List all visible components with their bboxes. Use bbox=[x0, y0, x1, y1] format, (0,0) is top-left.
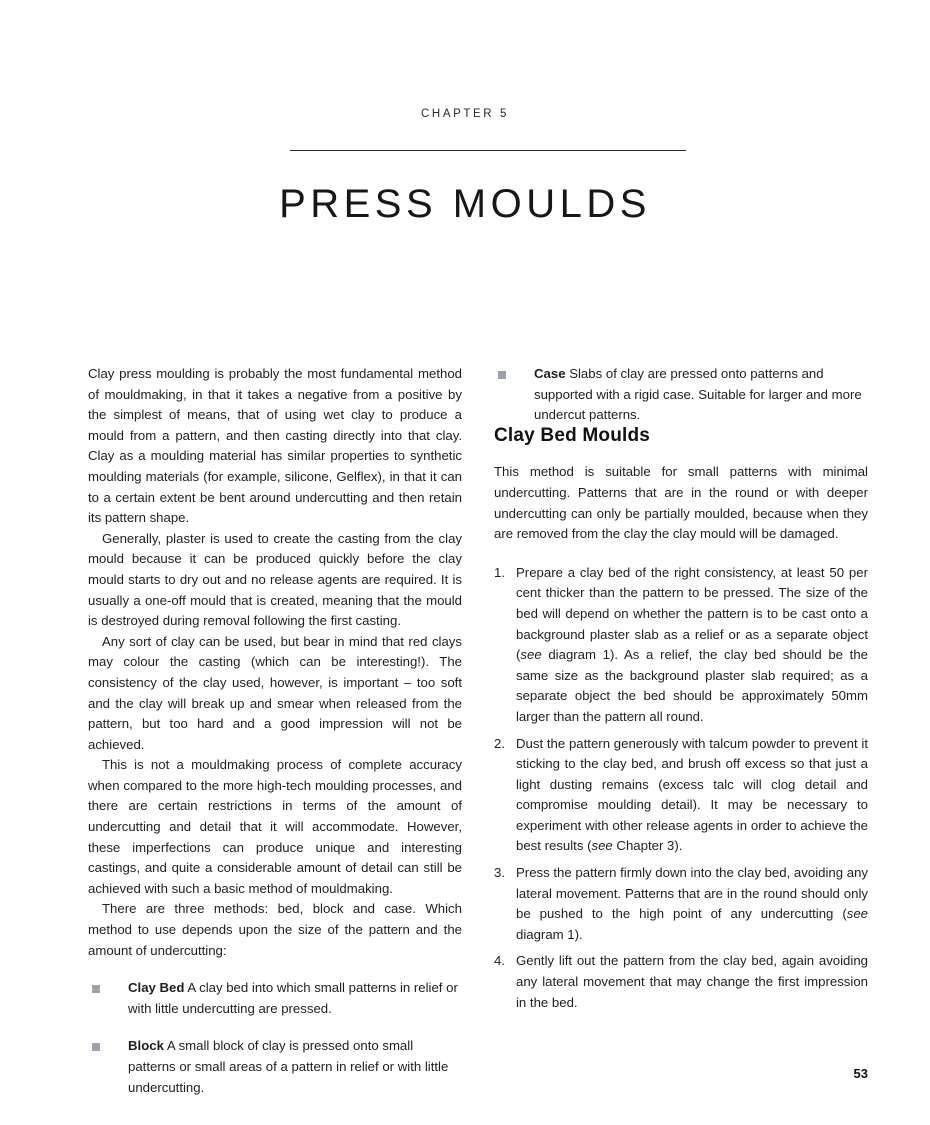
list-item bbox=[494, 951, 868, 1013]
paragraph: This method is suitable for small patterns with minimal undercutting. Patterns that are in the round or with deeper undercutting can only be partially moulded, because when they are removed from the clay the clay mould will be damaged. bbox=[494, 464, 868, 542]
step-text: Prepare a clay bed of the right consistency, at least 50 per cent thicker than the pattern to be pressed. The size of the bed will depend on whether the pattern is to be cast onto a background plaster slab as a relief or as a separate object (see diagram 1). As a relief, the clay bed should be the same size as the background plaster slab required; as a separate object the bed should be approximately 50mm larger than the pattern all round. bbox=[516, 564, 868, 724]
page-number: 53 bbox=[853, 1066, 868, 1081]
paragraph: Any sort of clay can be used, but bear in mind that red clays may colour the casting (which can be interesting!). The consistency of the clay used, however, is important – too soft and the clay will break up and smear when released from the pattern, but too hard and a good impression will not be achieved. bbox=[88, 633, 462, 752]
list-item bbox=[494, 863, 868, 945]
right-column bbox=[494, 364, 868, 1013]
list-item-text: A small block of clay is pressed onto small patterns or small areas of a pattern in relief or with little undercutting. bbox=[128, 1038, 449, 1095]
paragraph: This is not a mouldmaking process of complete accuracy when compared to the more high-tech moulding processes, and there are certain restrictions in terms of the amount of undercutting and detail that it will accommodate. However, these imperfections can produce unique and interesting castings, and quite a considerable amount of detail can still be achieved with such a basic method of mouldmaking. bbox=[88, 757, 462, 896]
square-bullet-icon bbox=[498, 371, 506, 379]
step-text: Gently lift out the pattern from the clay bed, again avoiding any lateral movement that may change the first impression in the bed. bbox=[516, 953, 868, 1010]
chapter-label: CHAPTER 5 bbox=[421, 108, 509, 120]
list-item bbox=[494, 734, 868, 858]
list-item bbox=[88, 1036, 462, 1098]
list-item-term: Clay Bed bbox=[128, 980, 185, 996]
square-bullet-icon bbox=[92, 985, 100, 993]
methods-bullet-list-continued bbox=[494, 364, 868, 426]
body-columns bbox=[88, 364, 868, 1098]
step-number: 1. bbox=[494, 564, 505, 580]
list-item bbox=[494, 563, 868, 728]
list-item-text: Slabs of clay are pressed onto patterns and supported with a rigid case. Suitable for larger and more undercut patterns. bbox=[534, 366, 862, 423]
square-bullet-icon bbox=[92, 1043, 100, 1051]
list-item-term: Block bbox=[128, 1038, 164, 1054]
step-text: Press the pattern firmly down into the clay bed, avoiding any lateral movement. Patterns that are in the round should only be pushed to the high point of any undercutting (see diagram 1). bbox=[516, 865, 868, 942]
list-item bbox=[494, 364, 868, 426]
step-number: 3. bbox=[494, 865, 505, 881]
left-column bbox=[88, 364, 462, 1098]
list-item-text: A clay bed into which small patterns in relief or with little undercutting are pressed. bbox=[128, 980, 458, 1016]
list-item-term: Case bbox=[534, 366, 566, 381]
paragraph: There are three methods: bed, block and case. Which method to use depends upon the size of the pattern and the amount of undercutting: bbox=[88, 901, 462, 958]
procedure-steps bbox=[494, 563, 868, 1013]
paragraph: Clay press moulding is probably the most fundamental method of mouldmaking, in that it takes a negative from a positive by the simplest of means, that of using wet clay to produce a mould from a pattern, and then casting directly into that clay. Clay as a moulding material has similar properties to synthetic moulding materials (for example, silicone, Gelflex), in that it can to a certain extent be bent around undercutting and then retain its pattern shape. bbox=[88, 366, 462, 526]
paragraph: Generally, plaster is used to create the casting from the clay mould because it can be produced quickly before the clay mould starts to dry out and no release agents are required. It is usually a one-off mould that is created, meaning that the mould is destroyed during removal following the first casting. bbox=[88, 530, 462, 629]
step-number: 4. bbox=[494, 953, 505, 969]
section-heading: Clay Bed Moulds bbox=[494, 424, 651, 446]
page-title: PRESS MOULDS bbox=[279, 182, 651, 226]
list-item bbox=[88, 978, 462, 1019]
step-number: 2. bbox=[494, 735, 505, 751]
header-divider bbox=[290, 150, 686, 151]
methods-bullet-list bbox=[88, 978, 462, 1098]
step-text: Dust the pattern generously with talcum powder to prevent it sticking to the clay bed, and brush off excess so that just a light dusting remains (excess talc will clog detail and compromise moulding detail). It may be necessary to experiment with other release agents in order to achieve the best results (see Chapter 3). bbox=[516, 735, 868, 854]
